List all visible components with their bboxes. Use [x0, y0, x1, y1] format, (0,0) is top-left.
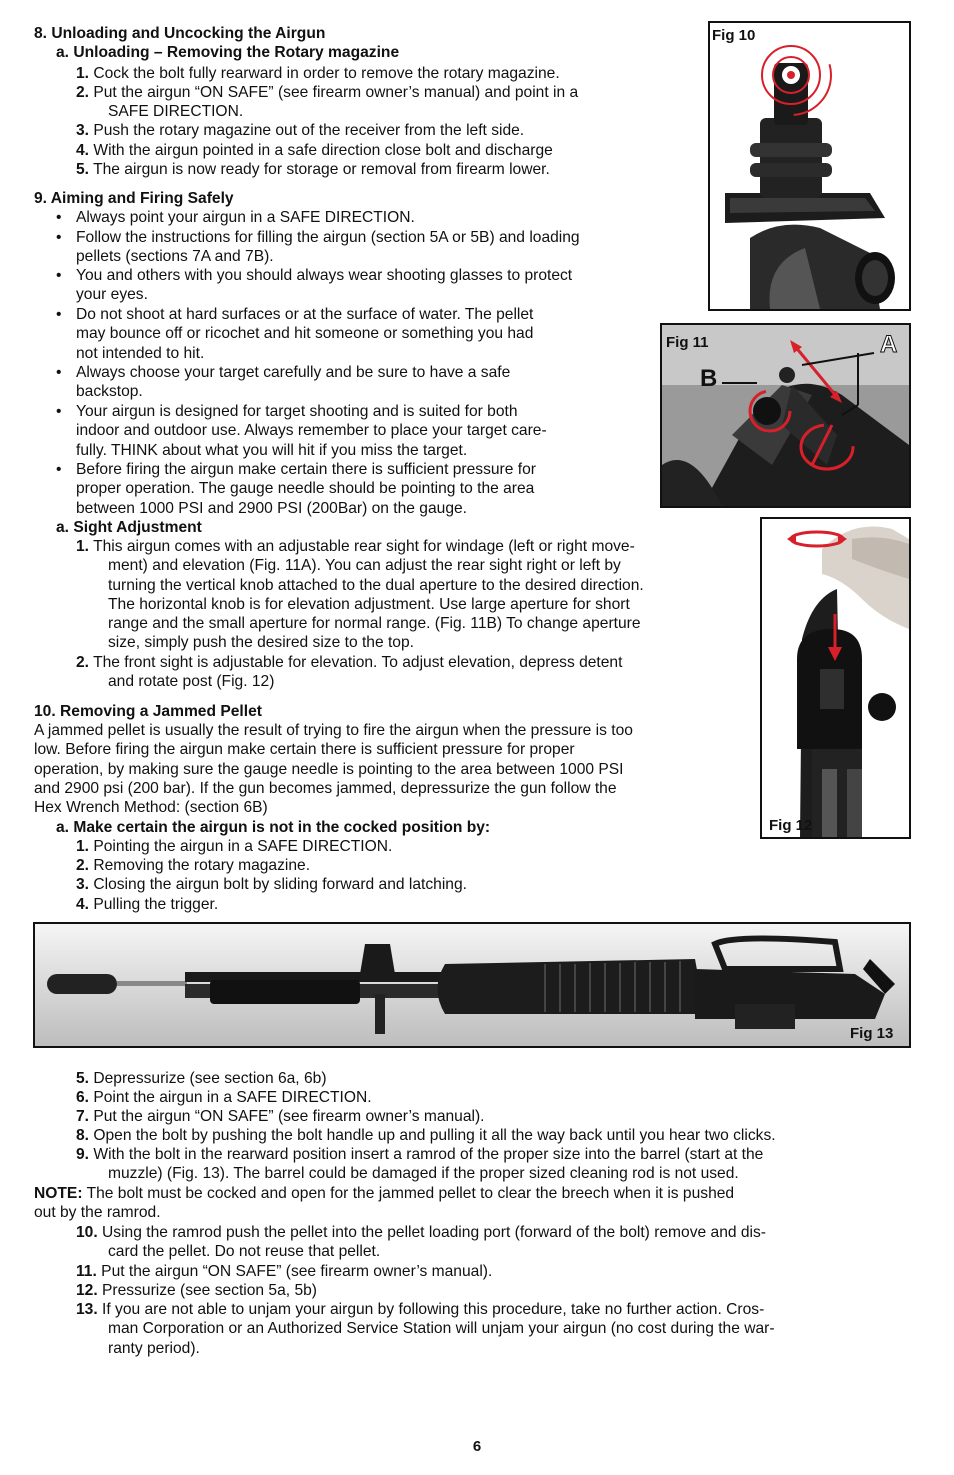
s10-step-7 — [76, 1107, 485, 1126]
s10-step-6 — [76, 1088, 372, 1107]
step-number: 7. — [76, 1108, 90, 1125]
para-line: and 2900 psi (200 bar). If the gun becomes jammed, depressurize the gun follow the — [34, 779, 617, 797]
fig13-ramrod-photo — [35, 924, 909, 1046]
s9-bullet-1 — [56, 208, 415, 227]
bullet-line: Before firing the airgun make certain there is sufficient pressure for — [76, 461, 536, 478]
bullet-line: Follow the instructions for filling the airgun (section 5A or 5B) and loading — [76, 229, 580, 246]
step-line: range and the small aperture for normal range. (Fig. 11B) To change aperture — [108, 615, 641, 633]
note-line: out by the ramrod. — [34, 1204, 161, 1222]
step-line: Depressurize (see section 6a, 6b) — [93, 1070, 327, 1087]
step-line: Put the airgun “ON SAFE” (see firearm owner’s manual). — [93, 1108, 485, 1125]
s9-bullet-6 — [56, 402, 547, 460]
step-line: muzzle) (Fig. 13). The barrel could be damaged if the proper sized cleaning rod is not used. — [108, 1165, 739, 1183]
bullet-dot: • — [56, 364, 62, 381]
s10-step-8 — [76, 1126, 776, 1145]
step-number: 4. — [76, 896, 90, 913]
s10-step-1 — [76, 837, 392, 856]
step-line: ranty period). — [108, 1339, 200, 1357]
figure-10 — [708, 21, 911, 311]
step-line: man Corporation or an Authorized Service Station will unjam your airgun (no cost during the war- — [108, 1320, 775, 1338]
bullet-line: Always choose your target carefully and be sure to have a safe — [76, 364, 511, 381]
fig12-front-sight-photo — [762, 519, 909, 837]
step-number: 8. — [76, 1127, 90, 1144]
bullet-line: Do not shoot at hard surfaces or at the surface of water. The pellet — [76, 306, 534, 323]
fig10-label: Fig 10 — [712, 27, 756, 44]
para-line: operation, by making sure the gauge needle is pointing to the area between 1000 PSI — [34, 760, 624, 778]
figure-13 — [33, 922, 911, 1048]
bullet-line: You and others with you should always wear shooting glasses to protect — [76, 267, 573, 284]
section-8a-subtitle: a. Unloading – Removing the Rotary magazine — [56, 44, 400, 61]
s10-step-12 — [76, 1281, 317, 1300]
step-number: 9. — [76, 1146, 90, 1163]
step-line: If you are not able to unjam your airgun by following this procedure, take no further action. Cros- — [102, 1301, 765, 1318]
bullet-line: backstop. — [76, 383, 143, 401]
step-number: 5. — [76, 1070, 90, 1087]
step-text: Closing the airgun bolt by sliding forward and latching. — [93, 876, 467, 893]
s9-bullet-5 — [56, 363, 511, 402]
step-line: turning the vertical knob attached to the dual aperture to the desired direction. — [108, 576, 644, 594]
s8-step-1 — [76, 64, 560, 83]
s10-step-3 — [76, 875, 467, 894]
step-number: 1. — [76, 838, 90, 855]
fig12-label: Fig 12 — [769, 817, 813, 834]
bullet-dot: • — [56, 209, 62, 226]
note — [34, 1184, 734, 1223]
step-text: Cock the bolt fully rearward in order to remove the rotary magazine. — [93, 65, 560, 82]
section-10a-subtitle: a. Make certain the airgun is not in the cocked position by: — [56, 819, 491, 836]
bullet-line: may bounce off or ricochet and hit someone or something you had — [76, 325, 534, 343]
step-text: Removing the rotary magazine. — [93, 857, 311, 874]
s8-step-2-cont: SAFE DIRECTION. — [108, 103, 244, 120]
page-number: 6 — [472, 1438, 482, 1455]
step-text: Pulling the trigger. — [93, 896, 219, 913]
fig11-label: Fig 11 — [666, 334, 709, 351]
s9-bullet-7 — [56, 460, 536, 518]
step-number: 10. — [76, 1224, 98, 1241]
bullet-line: your eyes. — [76, 286, 148, 304]
para-line: Hex Wrench Method: (section 6B) — [34, 799, 268, 817]
bullet-line: between 1000 PSI and 2900 PSI (200Bar) on the gauge. — [76, 499, 468, 517]
step-line: card the pellet. Do not reuse that pellet. — [108, 1243, 381, 1261]
bullet-dot: • — [56, 461, 62, 478]
step-line: Using the ramrod push the pellet into the pellet loading port (forward of the bolt) remove and dis- — [102, 1224, 766, 1241]
step-line: This airgun comes with an adjustable rear sight for windage (left or right move- — [93, 538, 635, 555]
bullet-line: proper operation. The gauge needle should be pointing to the area — [76, 480, 535, 498]
s10-step-11 — [76, 1262, 492, 1281]
step-line: Open the bolt by pushing the bolt handle up and pulling it all the way back until you hear two clicks. — [93, 1127, 776, 1144]
step-number: 2. — [76, 84, 90, 101]
step-number: 2. — [76, 654, 90, 671]
step-line: size, simply push the desired size to the top. — [108, 634, 414, 652]
s9a-step-1 — [76, 537, 644, 653]
figure-12 — [760, 517, 911, 839]
step-text: Pointing the airgun in a SAFE DIRECTION. — [93, 838, 393, 855]
s9a-step-2 — [76, 653, 622, 692]
step-line: Point the airgun in a SAFE DIRECTION. — [93, 1089, 372, 1106]
s10-step-5 — [76, 1069, 327, 1088]
bullet-dot: • — [56, 267, 62, 284]
para-line: A jammed pellet is usually the result of trying to fire the airgun when the pressure is too — [34, 722, 633, 739]
step-line: The front sight is adjustable for elevation. To adjust elevation, depress detent — [93, 654, 623, 671]
section-10-title: 10. Removing a Jammed Pellet — [34, 703, 262, 720]
section-10-paragraph — [34, 721, 633, 817]
step-number: 3. — [76, 122, 90, 139]
step-number: 12. — [76, 1282, 98, 1299]
step-number: 11. — [76, 1263, 97, 1280]
bullet-dot: • — [56, 306, 62, 323]
fig13-label: Fig 13 — [850, 1025, 894, 1042]
step-number: 3. — [76, 876, 90, 893]
step-line: With the bolt in the rearward position insert a ramrod of the proper size into the barrel (start at the — [93, 1146, 764, 1163]
step-text: Put the airgun “ON SAFE” (see firearm owner’s manual) and point in a — [93, 84, 579, 101]
step-number: 1. — [76, 538, 90, 555]
step-number: 4. — [76, 142, 90, 159]
step-number: 5. — [76, 161, 90, 178]
s8-step-2 — [76, 83, 578, 102]
bullet-line: pellets (sections 7A and 7B). — [76, 248, 274, 266]
s10-step-9 — [76, 1145, 763, 1184]
step-number: 1. — [76, 65, 90, 82]
fig11-callout-b: B — [700, 365, 718, 392]
s9-bullet-4 — [56, 305, 534, 363]
step-number: 6. — [76, 1089, 90, 1106]
bullet-line: indoor and outdoor use. Always remember to place your target care- — [76, 422, 547, 440]
step-line: Put the airgun “ON SAFE” (see firearm owner’s manual). — [101, 1263, 493, 1280]
s8-step-4 — [76, 141, 553, 160]
bullet-line: not intended to hit. — [76, 344, 205, 362]
figure-11 — [660, 323, 911, 508]
s9-bullet-3 — [56, 266, 573, 305]
bullet-dot: • — [56, 229, 62, 246]
bullet-dot: • — [56, 403, 62, 420]
step-line: ment) and elevation (Fig. 11A). You can adjust the rear sight right or left by — [108, 557, 621, 575]
s10-step-2 — [76, 856, 310, 875]
step-number: 13. — [76, 1301, 98, 1318]
section-9-title: 9. Aiming and Firing Safely — [34, 190, 234, 207]
fig10-rear-sight-photo — [710, 23, 909, 309]
s10-step-10 — [76, 1223, 766, 1262]
step-line: The horizontal knob is for elevation adjustment. Use large aperture for short — [108, 595, 630, 613]
step-line: and rotate post (Fig. 12) — [108, 673, 275, 691]
section-9a-subtitle: a. Sight Adjustment — [56, 519, 202, 536]
s10-step-13 — [76, 1300, 775, 1358]
step-text: The airgun is now ready for storage or removal from firearm lower. — [93, 161, 550, 178]
note-label: NOTE: — [34, 1185, 83, 1202]
step-text: With the airgun pointed in a safe direction close bolt and discharge — [93, 142, 553, 159]
step-line: Pressurize (see section 5a, 5b) — [102, 1282, 317, 1299]
fig11-callout-a: A — [880, 331, 898, 358]
s8-step-5 — [76, 160, 550, 179]
section-8-title: 8. Unloading and Uncocking the Airgun — [34, 25, 326, 42]
bullet-line: fully. THINK about what you will hit if you miss the target. — [76, 441, 468, 459]
s10-step-4 — [76, 895, 218, 914]
step-text: Push the rotary magazine out of the receiver from the left side. — [93, 122, 525, 139]
step-number: 2. — [76, 857, 90, 874]
s8-step-3 — [76, 121, 524, 140]
bullet-line: Your airgun is designed for target shooting and is suited for both — [76, 403, 518, 420]
para-line: low. Before firing the airgun make certain there is sufficient pressure for proper — [34, 741, 575, 759]
bullet-line: Always point your airgun in a SAFE DIRECTION. — [76, 209, 415, 226]
s9-bullet-2 — [56, 228, 580, 267]
note-line: The bolt must be cocked and open for the jammed pellet to clear the breech when it is pushed — [82, 1185, 735, 1202]
